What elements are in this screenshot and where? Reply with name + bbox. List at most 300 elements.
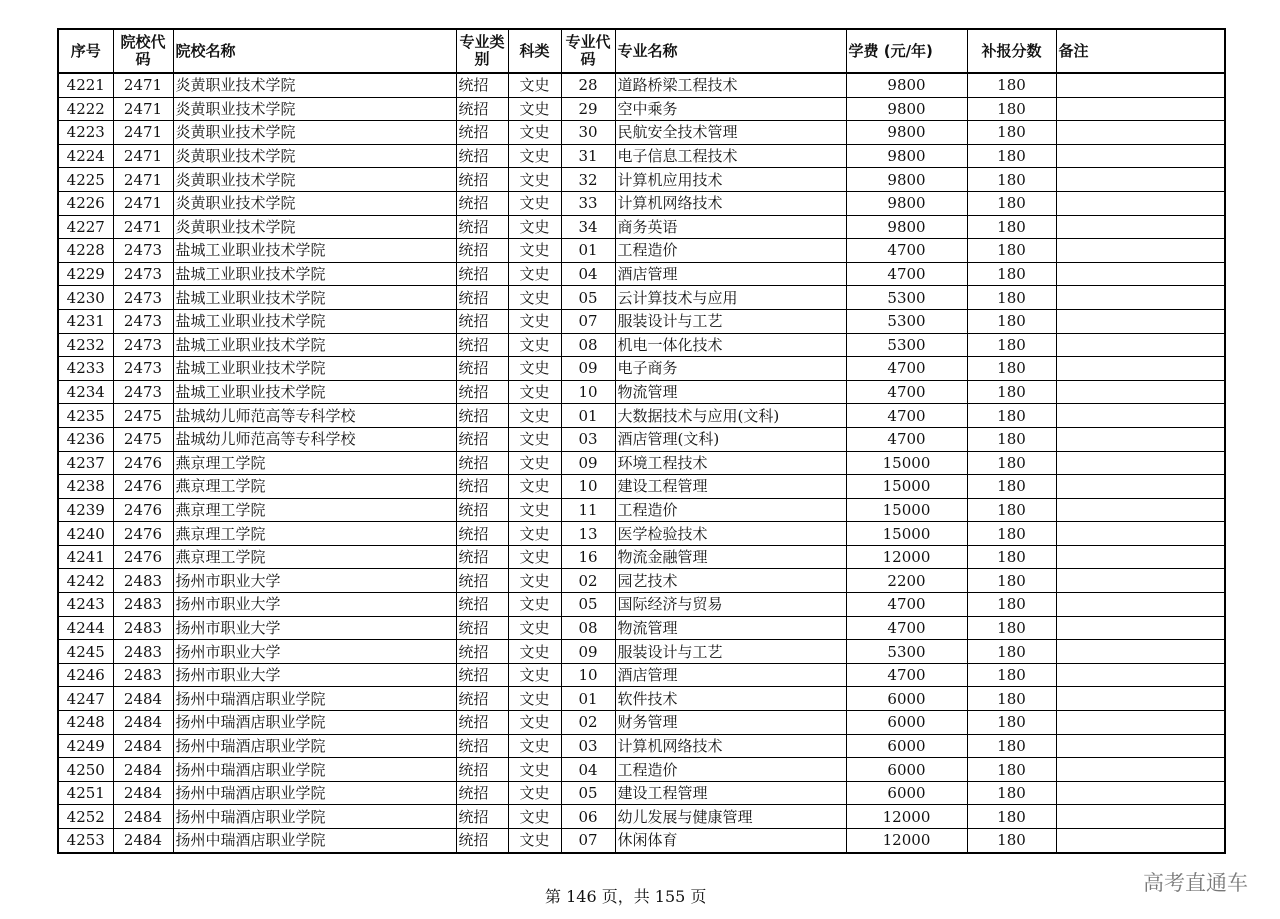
table-header-row <box>58 29 1225 73</box>
cell-subject: 文史 <box>508 663 561 687</box>
table-row <box>58 734 1225 758</box>
cell-school-name: 盐城幼儿师范高等专科学校 <box>173 427 456 451</box>
cell-major-code: 01 <box>561 687 615 711</box>
cell-major-name: 物流管理 <box>615 616 846 640</box>
cell-major-name: 机电一体化技术 <box>615 333 846 357</box>
cell-score: 180 <box>967 168 1056 192</box>
cell-school-name: 炎黄职业技术学院 <box>173 144 456 168</box>
cell-major-type: 统招 <box>456 522 508 546</box>
cell-school-name: 炎黄职业技术学院 <box>173 73 456 97</box>
cell-major-type: 统招 <box>456 333 508 357</box>
table-row <box>58 829 1225 853</box>
cell-major-type: 统招 <box>456 97 508 121</box>
table-row <box>58 97 1225 121</box>
cell-school-name: 扬州中瑞酒店职业学院 <box>173 829 456 853</box>
cell-subject: 文史 <box>508 498 561 522</box>
cell-school-code: 2471 <box>113 168 173 192</box>
cell-school-code: 2471 <box>113 191 173 215</box>
cell-score: 180 <box>967 121 1056 145</box>
cell-major-code: 33 <box>561 191 615 215</box>
cell-school-code: 2476 <box>113 545 173 569</box>
cell-major-type: 统招 <box>456 734 508 758</box>
cell-school-code: 2476 <box>113 498 173 522</box>
cell-notes <box>1056 191 1225 215</box>
cell-subject: 文史 <box>508 758 561 782</box>
cell-notes <box>1056 380 1225 404</box>
cell-notes <box>1056 663 1225 687</box>
cell-major-name: 酒店管理(文科) <box>615 427 846 451</box>
cell-major-type: 统招 <box>456 545 508 569</box>
cell-score: 180 <box>967 781 1056 805</box>
cell-tuition: 9800 <box>846 215 967 239</box>
cell-major-type: 统招 <box>456 168 508 192</box>
cell-subject: 文史 <box>508 569 561 593</box>
cell-seq: 4244 <box>58 616 113 640</box>
cell-major-type: 统招 <box>456 758 508 782</box>
cell-major-code: 08 <box>561 616 615 640</box>
table-row <box>58 168 1225 192</box>
table-row <box>58 239 1225 263</box>
table-row <box>58 404 1225 428</box>
cell-score: 180 <box>967 640 1056 664</box>
cell-school-code: 2473 <box>113 357 173 381</box>
cell-major-name: 软件技术 <box>615 687 846 711</box>
cell-score: 180 <box>967 616 1056 640</box>
cell-major-code: 10 <box>561 663 615 687</box>
cell-tuition: 4700 <box>846 239 967 263</box>
cell-school-code: 2484 <box>113 781 173 805</box>
cell-major-code: 03 <box>561 734 615 758</box>
cell-school-name: 炎黄职业技术学院 <box>173 191 456 215</box>
cell-major-name: 环境工程技术 <box>615 451 846 475</box>
cell-major-code: 31 <box>561 144 615 168</box>
cell-score: 180 <box>967 97 1056 121</box>
cell-major-name: 酒店管理 <box>615 262 846 286</box>
cell-notes <box>1056 168 1225 192</box>
cell-subject: 文史 <box>508 73 561 97</box>
cell-school-code: 2483 <box>113 569 173 593</box>
cell-seq: 4243 <box>58 593 113 617</box>
table-row <box>58 498 1225 522</box>
cell-notes <box>1056 333 1225 357</box>
cell-major-code: 02 <box>561 711 615 735</box>
cell-tuition: 4700 <box>846 616 967 640</box>
header-seq: 序号 <box>58 29 113 73</box>
cell-major-name: 园艺技术 <box>615 569 846 593</box>
table-row <box>58 805 1225 829</box>
cell-school-code: 2483 <box>113 593 173 617</box>
cell-notes <box>1056 121 1225 145</box>
cell-tuition: 5300 <box>846 333 967 357</box>
cell-seq: 4247 <box>58 687 113 711</box>
cell-seq: 4252 <box>58 805 113 829</box>
cell-subject: 文史 <box>508 427 561 451</box>
cell-major-code: 07 <box>561 829 615 853</box>
cell-seq: 4248 <box>58 711 113 735</box>
cell-subject: 文史 <box>508 333 561 357</box>
cell-score: 180 <box>967 286 1056 310</box>
cell-major-code: 05 <box>561 781 615 805</box>
cell-seq: 4235 <box>58 404 113 428</box>
cell-major-name: 工程造价 <box>615 498 846 522</box>
cell-subject: 文史 <box>508 380 561 404</box>
cell-subject: 文史 <box>508 97 561 121</box>
cell-major-name: 民航安全技术管理 <box>615 121 846 145</box>
cell-major-code: 03 <box>561 427 615 451</box>
cell-score: 180 <box>967 593 1056 617</box>
cell-major-code: 10 <box>561 475 615 499</box>
cell-major-type: 统招 <box>456 144 508 168</box>
cell-school-name: 扬州中瑞酒店职业学院 <box>173 734 456 758</box>
cell-school-code: 2471 <box>113 73 173 97</box>
cell-major-type: 统招 <box>456 616 508 640</box>
cell-school-code: 2476 <box>113 451 173 475</box>
cell-major-name: 大数据技术与应用(文科) <box>615 404 846 428</box>
cell-school-name: 扬州市职业大学 <box>173 663 456 687</box>
cell-school-code: 2473 <box>113 380 173 404</box>
cell-school-code: 2484 <box>113 829 173 853</box>
cell-major-code: 08 <box>561 333 615 357</box>
cell-score: 180 <box>967 569 1056 593</box>
cell-seq: 4233 <box>58 357 113 381</box>
cell-school-code: 2484 <box>113 711 173 735</box>
cell-school-code: 2471 <box>113 144 173 168</box>
cell-subject: 文史 <box>508 357 561 381</box>
cell-school-name: 扬州市职业大学 <box>173 640 456 664</box>
cell-school-name: 扬州市职业大学 <box>173 616 456 640</box>
cell-notes <box>1056 215 1225 239</box>
cell-school-code: 2484 <box>113 758 173 782</box>
cell-score: 180 <box>967 333 1056 357</box>
cell-notes <box>1056 451 1225 475</box>
table-row <box>58 144 1225 168</box>
cell-major-code: 30 <box>561 121 615 145</box>
cell-school-name: 盐城工业职业技术学院 <box>173 333 456 357</box>
cell-major-type: 统招 <box>456 640 508 664</box>
cell-notes <box>1056 805 1225 829</box>
cell-school-name: 盐城工业职业技术学院 <box>173 357 456 381</box>
cell-notes <box>1056 711 1225 735</box>
cell-school-name: 燕京理工学院 <box>173 522 456 546</box>
cell-subject: 文史 <box>508 687 561 711</box>
cell-major-name: 工程造价 <box>615 239 846 263</box>
cell-major-name: 国际经济与贸易 <box>615 593 846 617</box>
cell-tuition: 4700 <box>846 663 967 687</box>
cell-school-name: 盐城工业职业技术学院 <box>173 286 456 310</box>
table-row <box>58 451 1225 475</box>
cell-tuition: 4700 <box>846 427 967 451</box>
cell-school-code: 2484 <box>113 734 173 758</box>
cell-seq: 4222 <box>58 97 113 121</box>
cell-major-type: 统招 <box>456 215 508 239</box>
cell-tuition: 4700 <box>846 357 967 381</box>
cell-major-type: 统招 <box>456 663 508 687</box>
cell-tuition: 4700 <box>846 262 967 286</box>
cell-score: 180 <box>967 663 1056 687</box>
cell-tuition: 6000 <box>846 781 967 805</box>
cell-seq: 4236 <box>58 427 113 451</box>
cell-major-code: 32 <box>561 168 615 192</box>
cell-tuition: 6000 <box>846 711 967 735</box>
cell-notes <box>1056 97 1225 121</box>
cell-school-name: 盐城工业职业技术学院 <box>173 239 456 263</box>
table-row <box>58 663 1225 687</box>
cell-tuition: 6000 <box>846 734 967 758</box>
cell-notes <box>1056 73 1225 97</box>
cell-major-name: 休闲体育 <box>615 829 846 853</box>
cell-tuition: 9800 <box>846 121 967 145</box>
cell-major-type: 统招 <box>456 451 508 475</box>
cell-score: 180 <box>967 191 1056 215</box>
cell-notes <box>1056 640 1225 664</box>
header-notes: 备注 <box>1056 29 1225 73</box>
cell-school-code: 2473 <box>113 333 173 357</box>
cell-notes <box>1056 144 1225 168</box>
cell-school-name: 盐城工业职业技术学院 <box>173 309 456 333</box>
cell-school-name: 炎黄职业技术学院 <box>173 121 456 145</box>
cell-subject: 文史 <box>508 309 561 333</box>
cell-tuition: 5300 <box>846 309 967 333</box>
cell-seq: 4224 <box>58 144 113 168</box>
cell-major-name: 医学检验技术 <box>615 522 846 546</box>
cell-major-type: 统招 <box>456 805 508 829</box>
cell-school-name: 盐城幼儿师范高等专科学校 <box>173 404 456 428</box>
header-score: 补报分数 <box>967 29 1056 73</box>
cell-major-code: 04 <box>561 262 615 286</box>
cell-notes <box>1056 734 1225 758</box>
cell-subject: 文史 <box>508 475 561 499</box>
cell-school-name: 扬州中瑞酒店职业学院 <box>173 781 456 805</box>
cell-school-name: 扬州市职业大学 <box>173 569 456 593</box>
cell-tuition: 5300 <box>846 286 967 310</box>
cell-major-code: 10 <box>561 380 615 404</box>
cell-subject: 文史 <box>508 215 561 239</box>
cell-major-name: 幼儿发展与健康管理 <box>615 805 846 829</box>
cell-seq: 4240 <box>58 522 113 546</box>
table-row <box>58 121 1225 145</box>
cell-major-type: 统招 <box>456 711 508 735</box>
cell-subject: 文史 <box>508 545 561 569</box>
header-major-name: 专业名称 <box>615 29 846 73</box>
table-row <box>58 333 1225 357</box>
cell-subject: 文史 <box>508 451 561 475</box>
cell-major-type: 统招 <box>456 569 508 593</box>
table-row <box>58 687 1225 711</box>
cell-subject: 文史 <box>508 121 561 145</box>
cell-tuition: 15000 <box>846 498 967 522</box>
cell-seq: 4250 <box>58 758 113 782</box>
cell-major-type: 统招 <box>456 357 508 381</box>
cell-major-name: 空中乘务 <box>615 97 846 121</box>
cell-major-code: 09 <box>561 640 615 664</box>
cell-major-code: 06 <box>561 805 615 829</box>
cell-tuition: 9800 <box>846 97 967 121</box>
cell-major-type: 统招 <box>456 687 508 711</box>
cell-major-name: 物流管理 <box>615 380 846 404</box>
cell-major-code: 29 <box>561 97 615 121</box>
cell-subject: 文史 <box>508 286 561 310</box>
table-row <box>58 758 1225 782</box>
cell-seq: 4253 <box>58 829 113 853</box>
cell-seq: 4225 <box>58 168 113 192</box>
cell-school-code: 2473 <box>113 309 173 333</box>
cell-tuition: 9800 <box>846 191 967 215</box>
cell-notes <box>1056 569 1225 593</box>
cell-major-name: 计算机网络技术 <box>615 734 846 758</box>
cell-school-name: 扬州中瑞酒店职业学院 <box>173 687 456 711</box>
cell-major-name: 道路桥梁工程技术 <box>615 73 846 97</box>
cell-tuition: 15000 <box>846 451 967 475</box>
cell-notes <box>1056 357 1225 381</box>
cell-notes <box>1056 286 1225 310</box>
cell-seq: 4246 <box>58 663 113 687</box>
cell-seq: 4249 <box>58 734 113 758</box>
cell-seq: 4226 <box>58 191 113 215</box>
cell-tuition: 9800 <box>846 168 967 192</box>
cell-score: 180 <box>967 404 1056 428</box>
cell-tuition: 12000 <box>846 829 967 853</box>
cell-major-type: 统招 <box>456 781 508 805</box>
cell-score: 180 <box>967 829 1056 853</box>
cell-notes <box>1056 262 1225 286</box>
cell-major-code: 05 <box>561 593 615 617</box>
cell-subject: 文史 <box>508 616 561 640</box>
cell-seq: 4239 <box>58 498 113 522</box>
cell-major-code: 04 <box>561 758 615 782</box>
cell-major-code: 09 <box>561 357 615 381</box>
header-tuition: 学费 (元/年) <box>846 29 967 73</box>
cell-school-code: 2473 <box>113 286 173 310</box>
header-subject: 科类 <box>508 29 561 73</box>
table-row <box>58 427 1225 451</box>
cell-notes <box>1056 781 1225 805</box>
cell-seq: 4242 <box>58 569 113 593</box>
cell-school-name: 扬州中瑞酒店职业学院 <box>173 758 456 782</box>
cell-seq: 4228 <box>58 239 113 263</box>
cell-subject: 文史 <box>508 144 561 168</box>
table-row <box>58 73 1225 97</box>
cell-major-type: 统招 <box>456 262 508 286</box>
cell-major-name: 物流金融管理 <box>615 545 846 569</box>
cell-major-type: 统招 <box>456 121 508 145</box>
cell-subject: 文史 <box>508 829 561 853</box>
cell-tuition: 2200 <box>846 569 967 593</box>
watermark: 高考直通车 <box>1143 871 1248 895</box>
table-row <box>58 640 1225 664</box>
cell-major-type: 统招 <box>456 73 508 97</box>
cell-subject: 文史 <box>508 734 561 758</box>
cell-seq: 4231 <box>58 309 113 333</box>
cell-major-code: 02 <box>561 569 615 593</box>
cell-school-name: 炎黄职业技术学院 <box>173 215 456 239</box>
admissions-table <box>57 28 1226 854</box>
cell-tuition: 9800 <box>846 73 967 97</box>
cell-score: 180 <box>967 805 1056 829</box>
cell-tuition: 5300 <box>846 640 967 664</box>
cell-notes <box>1056 522 1225 546</box>
cell-tuition: 15000 <box>846 475 967 499</box>
cell-tuition: 12000 <box>846 545 967 569</box>
cell-subject: 文史 <box>508 805 561 829</box>
cell-subject: 文史 <box>508 262 561 286</box>
cell-notes <box>1056 404 1225 428</box>
cell-tuition: 4700 <box>846 380 967 404</box>
cell-major-type: 统招 <box>456 309 508 333</box>
cell-school-code: 2476 <box>113 522 173 546</box>
cell-school-name: 盐城工业职业技术学院 <box>173 262 456 286</box>
cell-seq: 4245 <box>58 640 113 664</box>
cell-score: 180 <box>967 262 1056 286</box>
cell-school-code: 2483 <box>113 616 173 640</box>
cell-major-name: 商务英语 <box>615 215 846 239</box>
header-major-type: 专业类别 <box>456 29 508 73</box>
cell-major-type: 统招 <box>456 593 508 617</box>
header-school-name: 院校名称 <box>173 29 456 73</box>
cell-notes <box>1056 616 1225 640</box>
cell-major-code: 07 <box>561 309 615 333</box>
cell-score: 180 <box>967 144 1056 168</box>
table-row <box>58 593 1225 617</box>
cell-score: 180 <box>967 734 1056 758</box>
cell-tuition: 15000 <box>846 522 967 546</box>
cell-major-type: 统招 <box>456 829 508 853</box>
cell-tuition: 6000 <box>846 758 967 782</box>
cell-seq: 4221 <box>58 73 113 97</box>
cell-seq: 4241 <box>58 545 113 569</box>
cell-school-code: 2484 <box>113 805 173 829</box>
cell-major-code: 01 <box>561 239 615 263</box>
table-row <box>58 545 1225 569</box>
cell-major-code: 13 <box>561 522 615 546</box>
cell-score: 180 <box>967 522 1056 546</box>
cell-seq: 4227 <box>58 215 113 239</box>
cell-school-name: 扬州中瑞酒店职业学院 <box>173 711 456 735</box>
cell-notes <box>1056 829 1225 853</box>
cell-score: 180 <box>967 687 1056 711</box>
cell-major-name: 建设工程管理 <box>615 781 846 805</box>
cell-seq: 4238 <box>58 475 113 499</box>
cell-subject: 文史 <box>508 168 561 192</box>
cell-major-name: 计算机网络技术 <box>615 191 846 215</box>
cell-score: 180 <box>967 380 1056 404</box>
cell-major-name: 服装设计与工艺 <box>615 309 846 333</box>
page-number: 第 146 页，共 155 页 <box>545 887 707 906</box>
cell-major-name: 电子商务 <box>615 357 846 381</box>
table-row <box>58 522 1225 546</box>
cell-school-code: 2473 <box>113 239 173 263</box>
cell-score: 180 <box>967 451 1056 475</box>
cell-subject: 文史 <box>508 781 561 805</box>
cell-school-code: 2476 <box>113 475 173 499</box>
cell-subject: 文史 <box>508 711 561 735</box>
cell-subject: 文史 <box>508 522 561 546</box>
cell-notes <box>1056 475 1225 499</box>
cell-seq: 4223 <box>58 121 113 145</box>
cell-major-type: 统招 <box>456 191 508 215</box>
cell-score: 180 <box>967 239 1056 263</box>
cell-score: 180 <box>967 545 1056 569</box>
cell-school-code: 2483 <box>113 640 173 664</box>
cell-seq: 4232 <box>58 333 113 357</box>
table-row <box>58 262 1225 286</box>
cell-school-name: 盐城工业职业技术学院 <box>173 380 456 404</box>
cell-subject: 文史 <box>508 191 561 215</box>
cell-score: 180 <box>967 309 1056 333</box>
cell-seq: 4237 <box>58 451 113 475</box>
table-row <box>58 357 1225 381</box>
cell-score: 180 <box>967 475 1056 499</box>
cell-school-code: 2471 <box>113 97 173 121</box>
